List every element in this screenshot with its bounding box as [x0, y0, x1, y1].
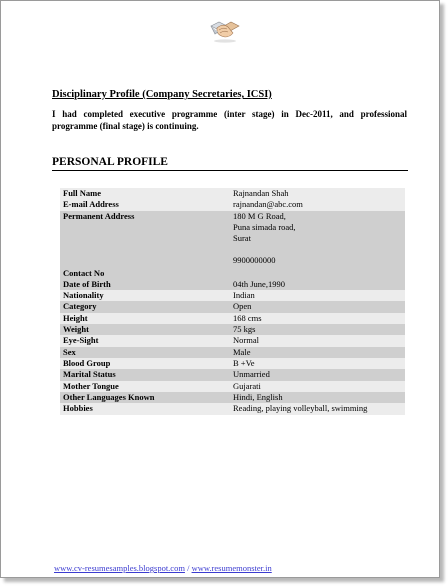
contact-no-label: Contact No — [63, 267, 105, 278]
contact-no-value: 9900000000 — [233, 254, 276, 265]
footer-links — [54, 563, 272, 573]
row-value: Hindi, English — [230, 392, 405, 403]
address-label-cell — [60, 211, 230, 279]
row-label: Hobbies — [60, 403, 230, 414]
table-row-address — [60, 211, 405, 279]
row-label: Weight — [60, 324, 230, 335]
row-value: Reading, playing volleyball, swimming — [230, 403, 405, 414]
disciplinary-profile-text: I had completed executive programme (inter stage) in Dec-2011, and professional programme (final stage) is continuing. — [52, 109, 407, 131]
address-line: 180 M G Road, — [233, 210, 286, 221]
row-value: 04th June,1990 — [230, 279, 405, 290]
table-row — [60, 335, 405, 346]
row-label: E-mail Address — [60, 199, 230, 210]
row-label: Nationality — [60, 290, 230, 301]
table-row — [60, 347, 405, 358]
table-row — [60, 358, 405, 369]
address-spacer — [233, 244, 405, 255]
section-divider — [52, 170, 408, 171]
address-line: Puna simada road, — [233, 221, 296, 232]
table-row — [60, 369, 405, 380]
row-label: Mother Tongue — [60, 381, 230, 392]
row-value: Normal — [230, 335, 405, 346]
row-value: Male — [230, 347, 405, 358]
row-label: Date of Birth — [60, 279, 230, 290]
handshake-icon — [209, 14, 241, 44]
table-row — [60, 392, 405, 403]
address-value-cell — [230, 211, 405, 279]
row-value: Gujarati — [230, 381, 405, 392]
row-label: Sex — [60, 347, 230, 358]
table-row — [60, 290, 405, 301]
row-value: 75 kgs — [230, 324, 405, 335]
table-row — [60, 324, 405, 335]
table-row — [60, 188, 405, 199]
row-label: Eye-Sight — [60, 335, 230, 346]
footer-link-cv-resumesamples[interactable]: www.cv-resumesamples.blogspot.com — [54, 563, 185, 573]
row-value: Open — [230, 301, 405, 312]
row-value: rajnandan@abc.com — [230, 199, 405, 210]
row-value: 168 cms — [230, 313, 405, 324]
footer-link-resumemonster[interactable]: www.resumemonster.in — [191, 563, 272, 573]
table-row — [60, 313, 405, 324]
row-label: Permanent Address — [63, 210, 135, 221]
personal-profile-heading: PERSONAL PROFILE — [52, 156, 168, 168]
row-label: Category — [60, 301, 230, 312]
disciplinary-profile-heading: Disciplinary Profile (Company Secretaries, ICSI) — [52, 89, 272, 100]
table-row — [60, 403, 405, 414]
row-value: Rajnandan Shah — [230, 188, 405, 199]
address-line: Surat — [233, 232, 251, 243]
table-row — [60, 279, 405, 290]
row-value: Unmarried — [230, 369, 405, 380]
row-value: Indian — [230, 290, 405, 301]
footer-separator: / — [184, 563, 192, 573]
personal-profile-table — [60, 188, 405, 415]
row-value: B +Ve — [230, 358, 405, 369]
row-label: Full Name — [60, 188, 230, 199]
row-label: Height — [60, 313, 230, 324]
table-row — [60, 199, 405, 210]
row-label: Blood Group — [60, 358, 230, 369]
table-row — [60, 381, 405, 392]
table-row — [60, 301, 405, 312]
row-label: Marital Status — [60, 369, 230, 380]
row-label: Other Languages Known — [60, 392, 230, 403]
